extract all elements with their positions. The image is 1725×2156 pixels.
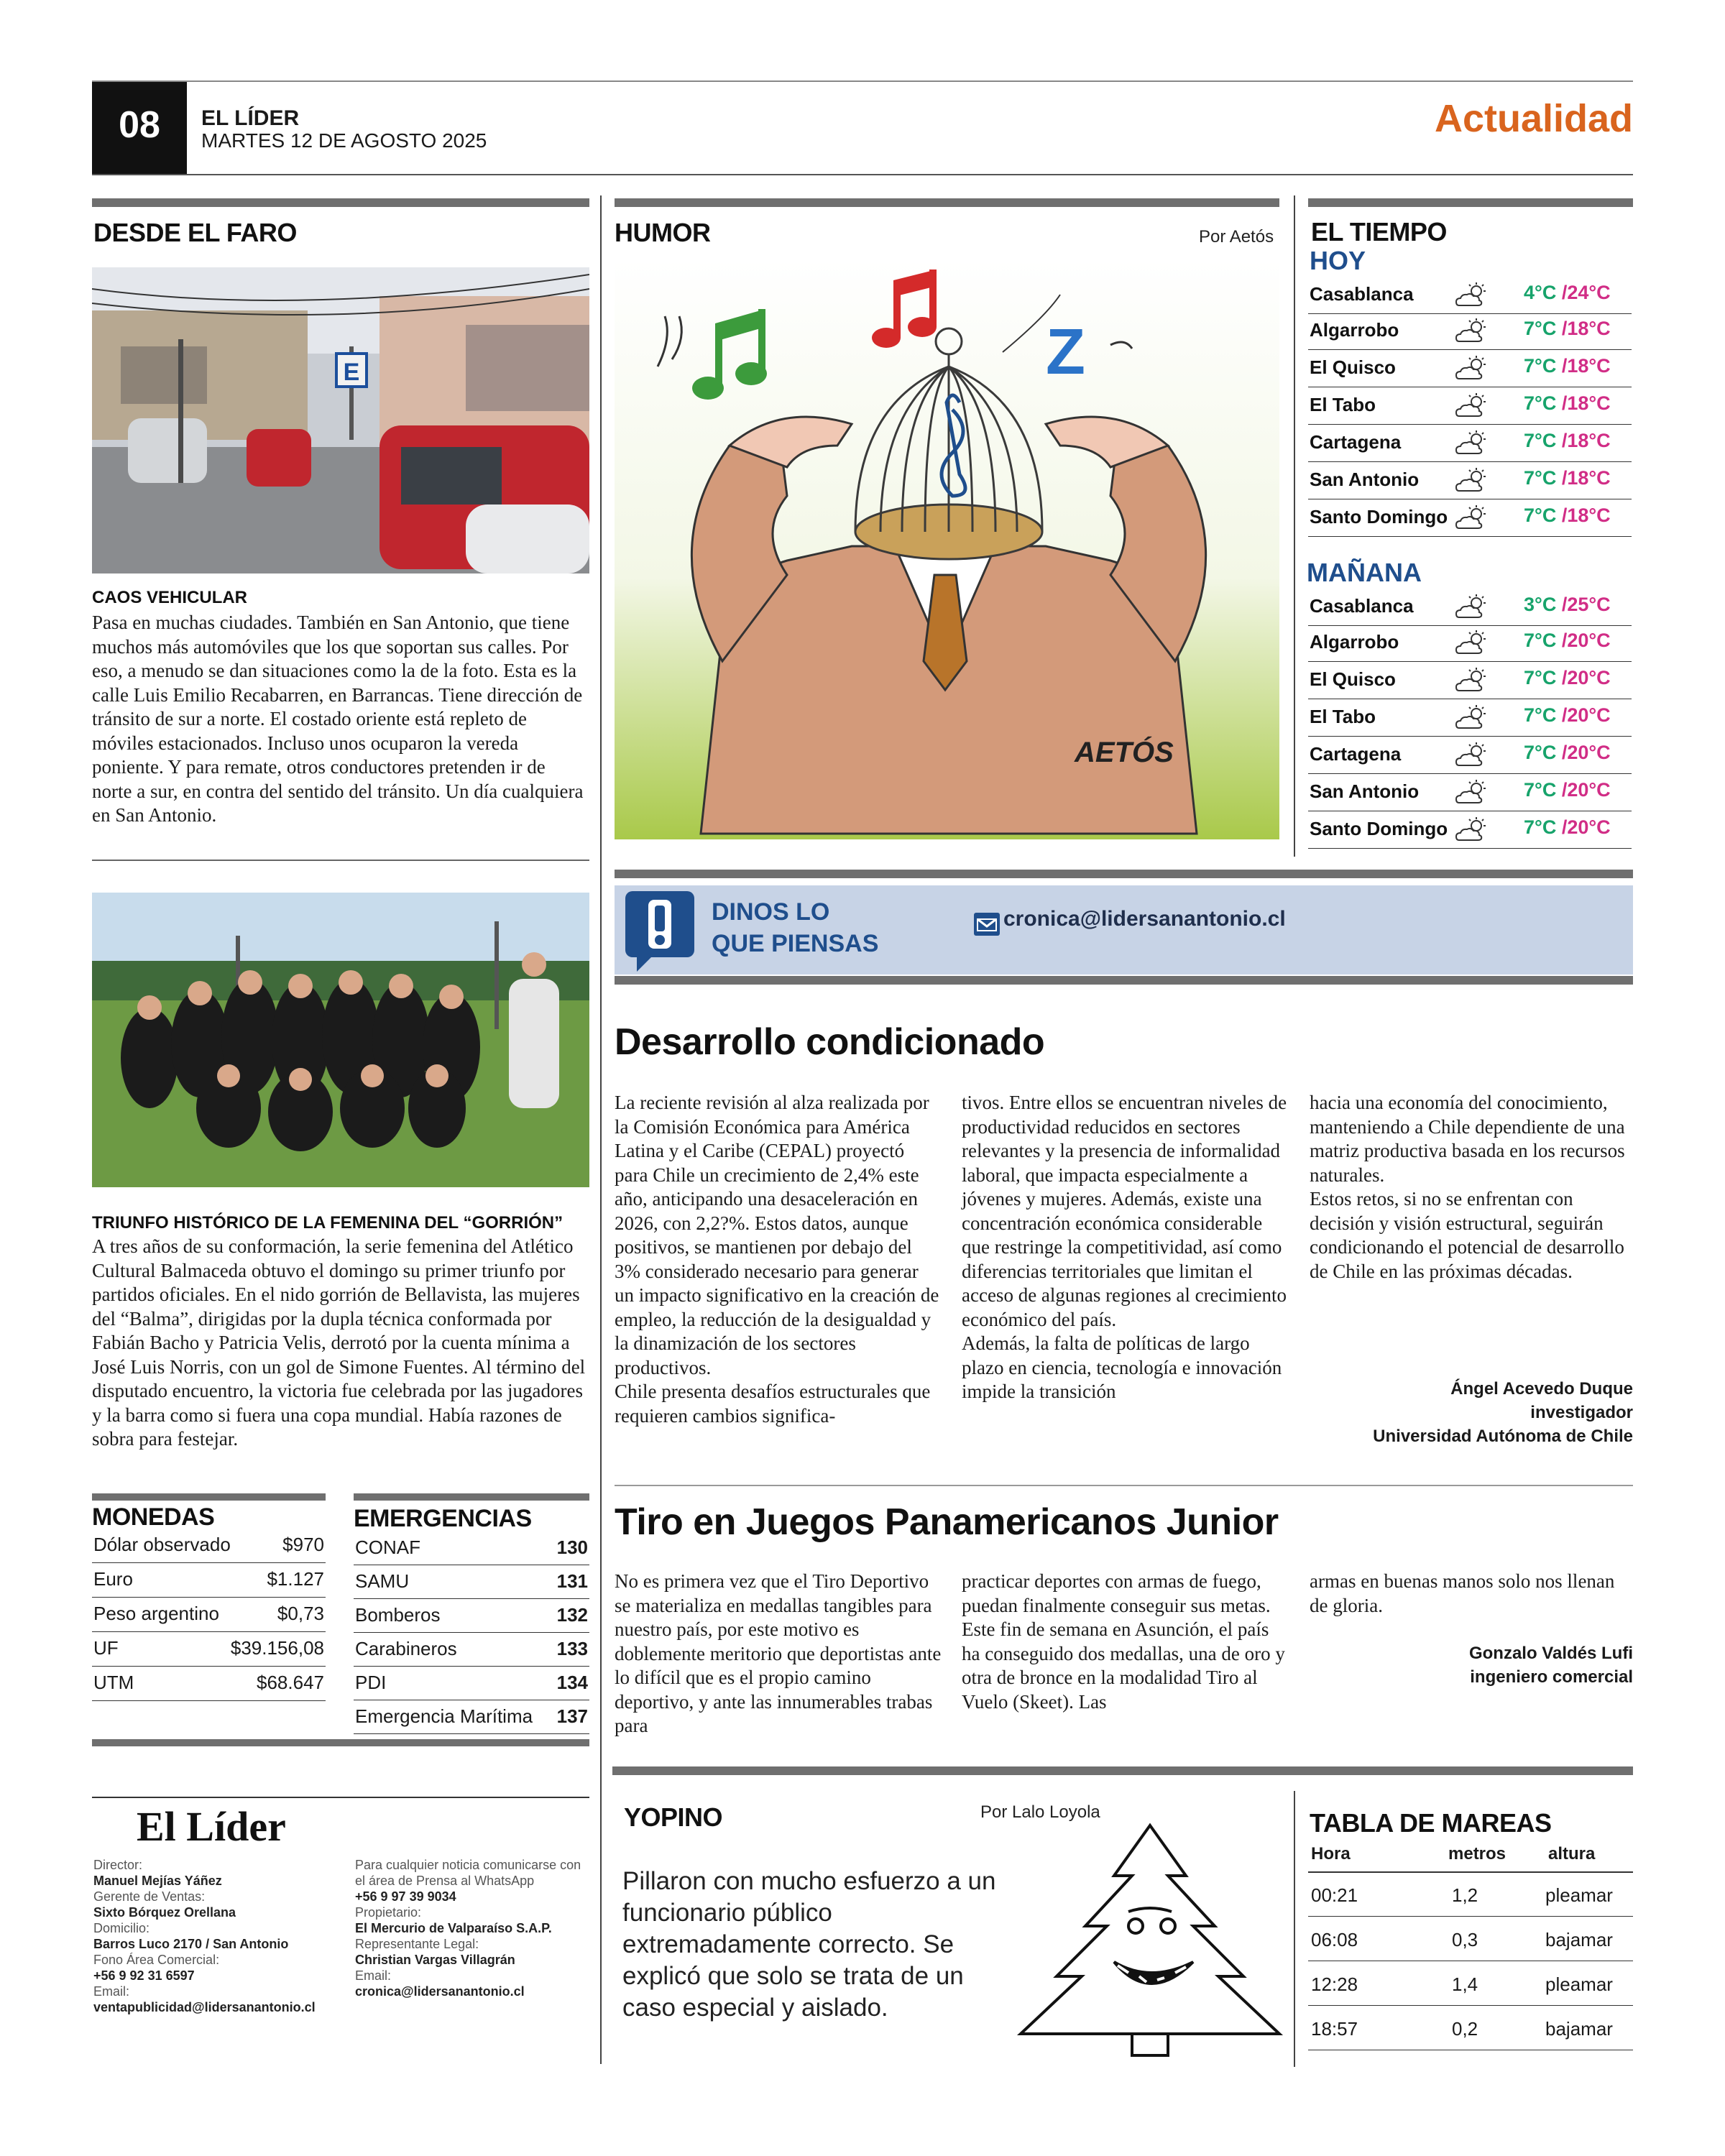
weather-min-temp: 7°C — [1524, 630, 1557, 651]
weather-temp — [1524, 467, 1611, 489]
weather-max-temp: 25°C — [1567, 594, 1611, 615]
weather-max-temp: 18°C — [1567, 392, 1611, 414]
dinos-email[interactable]: cronica@lidersanantonio.cl — [1003, 907, 1286, 931]
dinos-line1: DINOS LO — [712, 898, 830, 926]
masthead-whatsapp-phone: +56 9 97 39 9034 — [355, 1889, 456, 1904]
marea-altura: pleamar — [1545, 1884, 1613, 1906]
section-title-monedas: MONEDAS — [92, 1503, 215, 1531]
weather-temp — [1524, 816, 1611, 839]
moneda-label: Peso argentino — [93, 1603, 219, 1624]
story2-body: A tres años de su conformación, la serie femenina del Atlético Cultural Balmaceda obtuvo el domingo su primer triunfo por partidos oficiales. En el nido gorrión de Bellavista, las mujeres del “Balma”, dirigidas por la dupla técnica conformada por Fabián Bacho y Patricia Velis, derrotó por la cuenta mínima a José Luis Norris, con un gol de Simone Fuentes. Al término del disputado encuentro, la victoria fue celebrada por las jugadores y la barra como si fuera una copa mundial. Había razones de sobra para festejar. — [92, 1235, 586, 1450]
weather-city: Cartagena — [1310, 743, 1402, 765]
weather-temp-separator: / — [1556, 594, 1568, 615]
weather-min-temp: 7°C — [1524, 742, 1557, 763]
weather-max-temp: 20°C — [1567, 779, 1611, 801]
weather-today-row — [1308, 277, 1632, 314]
column-divider — [600, 195, 602, 2064]
article1-author — [1373, 1377, 1633, 1448]
page-number-box — [92, 82, 187, 174]
weather-temp — [1524, 667, 1611, 689]
paper-name: EL LÍDER — [201, 106, 300, 130]
section-title-mareas: TABLA DE MAREAS — [1310, 1808, 1552, 1838]
yopino-text: Pillaron con mucho esfuerzo a un funcionario público extremadamente correcto. Se explicó que solo se trata de un caso especial y aislado. — [622, 1867, 996, 2022]
moneda-label: UF — [93, 1637, 119, 1659]
section-title-yopino: YOPINO — [624, 1802, 723, 1832]
marea-metros: 0,3 — [1452, 1929, 1478, 1950]
weather-today-row — [1308, 388, 1632, 425]
weather-tomorrow-row — [1308, 737, 1632, 774]
masthead-label: Director: — [93, 1858, 143, 1872]
dinos-badge — [622, 888, 697, 973]
cartoon-signature: AETÓS — [1075, 737, 1174, 768]
mareas-header-altura: altura — [1548, 1844, 1596, 1864]
partly-cloudy-icon — [1452, 704, 1492, 732]
marea-row — [1308, 1962, 1633, 2006]
mareas-header-hora: Hora — [1311, 1844, 1351, 1864]
moneda-row — [92, 1564, 326, 1598]
masthead-value: Manuel Mejías Yáñez — [93, 1874, 222, 1888]
masthead-label: Fono Área Comercial: — [93, 1953, 220, 1967]
weather-temp-separator: / — [1556, 667, 1568, 688]
humor-cartoon — [615, 259, 1279, 839]
weather-temp-separator: / — [1556, 779, 1568, 801]
weather-min-temp: 7°C — [1524, 704, 1557, 726]
weather-city: Casablanca — [1310, 595, 1414, 617]
emergencia-row — [354, 1566, 589, 1599]
weather-max-temp: 20°C — [1567, 630, 1611, 651]
weather-temp — [1524, 505, 1611, 527]
marea-metros: 1,2 — [1452, 1884, 1478, 1906]
emergencia-value: 133 — [556, 1638, 588, 1659]
article2-author — [1469, 1641, 1633, 1689]
yopino-byline: Por Lalo Loyola — [980, 1802, 1100, 1822]
moneda-value: $39.156,08 — [230, 1637, 324, 1659]
weather-today-row — [1308, 463, 1632, 499]
column-divider — [1294, 1791, 1295, 2067]
weather-temp — [1524, 779, 1611, 801]
weather-city: El Quisco — [1310, 668, 1396, 690]
weather-temp-separator: / — [1556, 704, 1568, 726]
marea-row — [1308, 2007, 1633, 2050]
emergencia-label: Carabineros — [355, 1638, 457, 1659]
moneda-label: Dólar observado — [93, 1534, 231, 1555]
section-name: Actualidad — [1434, 97, 1633, 140]
section-title-humor: HUMOR — [615, 218, 711, 247]
weather-tomorrow-row — [1308, 700, 1632, 737]
emergencia-label: Bomberos — [355, 1604, 441, 1626]
weather-today-label: HOY — [1310, 246, 1366, 275]
masthead-label: Email: — [355, 1968, 392, 1983]
masthead-value: +56 9 92 31 6597 — [93, 1968, 195, 1983]
weather-city: Santo Domingo — [1310, 818, 1448, 839]
article1-title: Desarrollo condicionado — [615, 1021, 1045, 1063]
weather-max-temp: 20°C — [1567, 742, 1611, 763]
partly-cloudy-icon — [1452, 816, 1492, 844]
marea-altura: bajamar — [1545, 1929, 1613, 1950]
moneda-value: $0,73 — [277, 1603, 324, 1624]
weather-min-temp: 7°C — [1524, 430, 1557, 451]
partly-cloudy-icon — [1452, 504, 1492, 533]
moneda-value: $970 — [282, 1534, 324, 1555]
emergencia-row — [354, 1600, 589, 1633]
emergencia-value: 130 — [556, 1537, 588, 1558]
marea-row — [1308, 1873, 1633, 1917]
column-divider — [1294, 195, 1295, 857]
marea-hora: 06:08 — [1311, 1929, 1358, 1950]
masthead-logo: El Líder — [137, 1803, 286, 1850]
emergencia-label: Emergencia Marítima — [355, 1705, 533, 1727]
street-traffic-photo — [92, 267, 589, 573]
emergencia-value: 131 — [556, 1570, 588, 1592]
masthead-value: Barros Luco 2170 / San Antonio — [93, 1937, 289, 1951]
section-title-emergencias: EMERGENCIAS — [354, 1505, 532, 1532]
womens-team-photo — [92, 893, 589, 1187]
weather-max-temp: 20°C — [1567, 704, 1611, 726]
article1-author-name: Ángel Acevedo Duque — [1450, 1379, 1633, 1399]
partly-cloudy-icon — [1452, 778, 1492, 807]
article1-col2: tivos. Entre ellos se encuentran niveles de productividad reducidos en sectores relevantes y la presencia de informalidad laboral, que impacta especialmente a jóvenes y mujeres. Además, existe una concentración económica considerable que restringe la competitividad, así como diferencias territoriales que limitan el acceso de algunas regiones al crecimiento económico del país. Además, la falta de políticas de largo plazo en ciencia, tecnología e innovación impide la transición — [962, 1092, 1287, 1402]
weather-max-temp: 20°C — [1567, 667, 1611, 688]
marea-altura: bajamar — [1545, 2018, 1613, 2040]
weather-min-temp: 7°C — [1524, 392, 1557, 414]
christmas-tree-cartoon — [1006, 1818, 1294, 2063]
weather-max-temp: 18°C — [1567, 505, 1611, 526]
masthead-value: Sixto Bórquez Orellana — [93, 1905, 236, 1920]
moneda-row — [92, 1667, 326, 1701]
story2-headline: TRIUNFO HISTÓRICO DE LA FEMENINA DEL “GORRIÓN” — [92, 1213, 564, 1233]
weather-tomorrow-row — [1308, 812, 1632, 849]
article1-author-role: investigador — [1530, 1403, 1633, 1422]
weather-today-row — [1308, 425, 1632, 462]
weather-city: Santo Domingo — [1310, 506, 1448, 528]
moneda-label: Euro — [93, 1568, 133, 1590]
mail-icon — [974, 913, 1000, 936]
emergencia-value: 137 — [556, 1705, 588, 1727]
weather-temp-separator: / — [1556, 430, 1568, 451]
weather-max-temp: 18°C — [1567, 355, 1611, 377]
weather-max-temp: 18°C — [1567, 430, 1611, 451]
weather-min-temp: 7°C — [1524, 779, 1557, 801]
story1-body: Pasa en muchas ciudades. También en San Antonio, que tiene muchos más automóviles que los que soportan sus calles. Por eso, a menudo se dan situaciones como la de la foto. Esta es la calle Luis Emilio Recabarren, en Barrancas. Tiene dirección de tránsito de sur a norte. El costado oriente está repleto de móviles estacionados. Incluso unos ocuparon la vereda poniente. Y para remate, otros conductores pretenden ir de norte a sur, en contra del sentido del tránsito. Un día cualquiera en San Antonio. — [92, 612, 584, 826]
weather-temp — [1524, 430, 1611, 452]
weather-temp-separator: / — [1556, 505, 1568, 526]
moneda-value: $68.647 — [257, 1672, 324, 1693]
weather-today-row — [1308, 313, 1632, 350]
weather-temp — [1524, 630, 1611, 652]
partly-cloudy-icon — [1452, 666, 1492, 695]
weather-temp — [1524, 392, 1611, 415]
marea-metros: 1,4 — [1452, 1973, 1478, 1995]
weather-city: El Quisco — [1310, 356, 1396, 378]
weather-temp-separator: / — [1556, 467, 1568, 489]
weather-tomorrow-row — [1308, 589, 1632, 626]
partly-cloudy-icon — [1452, 429, 1492, 458]
weather-temp-separator: / — [1556, 816, 1568, 838]
marea-hora: 18:57 — [1311, 2018, 1358, 2040]
weather-tomorrow-row — [1308, 775, 1632, 811]
weather-temp — [1524, 742, 1611, 764]
weather-city: Algarrobo — [1310, 631, 1399, 653]
weather-min-temp: 7°C — [1524, 318, 1557, 339]
emergencia-value: 132 — [556, 1604, 588, 1626]
header-date: MARTES 12 DE AGOSTO 2025 — [201, 129, 487, 152]
weather-min-temp: 7°C — [1524, 467, 1557, 489]
masthead-label: Email: — [93, 1984, 130, 1999]
masthead-value: Christian Vargas Villagrán — [355, 1953, 515, 1967]
weather-city: El Tabo — [1310, 706, 1376, 727]
weather-tomorrow-row — [1308, 663, 1632, 699]
moneda-row — [92, 1598, 326, 1632]
masthead-left — [93, 1857, 338, 2015]
weather-city: Algarrobo — [1310, 319, 1399, 341]
article2-col2: practicar deportes con armas de fuego, puedan finalmente conseguir sus metas. Este fin de semana en Asunción, el país ha conseguido dos medallas, una de oro y otra de bronce en la modalidad Tiro al Vuelo (Skeet). Las — [962, 1570, 1285, 1713]
weather-min-temp: 7°C — [1524, 355, 1557, 377]
exclamation-bubble-icon — [622, 888, 697, 973]
emergencia-row — [354, 1532, 589, 1565]
emergencia-label: CONAF — [355, 1537, 420, 1558]
weather-temp-separator: / — [1556, 742, 1568, 763]
weather-min-temp: 7°C — [1524, 667, 1557, 688]
weather-max-temp: 20°C — [1567, 816, 1611, 838]
article2-title: Tiro en Juegos Panamericanos Junior — [615, 1501, 1279, 1543]
partly-cloudy-icon — [1452, 741, 1492, 770]
weather-max-temp: 24°C — [1567, 282, 1611, 303]
masthead-right — [355, 1857, 592, 1999]
emergencia-label: PDI — [355, 1672, 387, 1693]
article1-col3: hacia una economía del conocimiento, manteniendo a Chile dependiente de una matriz productiva basada en los recursos naturales. Estos retos, si no se enfrentan con decisión y visión estructural, seguirán condicionando el potencial de desarrollo de Chile en las próximas décadas. — [1310, 1092, 1625, 1282]
weather-min-temp: 3°C — [1524, 594, 1557, 615]
story1-headline: CAOS VEHICULAR — [92, 588, 248, 607]
section-title-desde-el-faro: DESDE EL FARO — [93, 218, 297, 247]
section-title-weather: EL TIEMPO — [1311, 217, 1447, 247]
partly-cloudy-icon — [1452, 392, 1492, 420]
emergencia-value: 134 — [556, 1672, 588, 1693]
moneda-row — [92, 1633, 326, 1667]
masthead-label: Propietario: — [355, 1905, 422, 1920]
emergencia-row — [354, 1634, 589, 1667]
masthead-value: ventapublicidad@lidersanantonio.cl — [93, 2000, 316, 2014]
partly-cloudy-icon — [1452, 466, 1492, 495]
weather-city: Casablanca — [1310, 283, 1414, 305]
article2-author-name: Gonzalo Valdés Lufi — [1468, 1644, 1633, 1663]
humor-byline: Por Aetós — [1199, 227, 1274, 247]
masthead-label: Domicilio: — [93, 1921, 150, 1935]
masthead-value: El Mercurio de Valparaíso S.A.P. — [355, 1921, 552, 1935]
weather-city: El Tabo — [1310, 394, 1376, 415]
weather-tomorrow-label: MAÑANA — [1307, 558, 1422, 587]
weather-today-row — [1308, 351, 1632, 387]
article2-col3: armas en buenas manos solo nos llenan de gloria. — [1310, 1570, 1615, 1616]
weather-min-temp: 4°C — [1524, 282, 1557, 303]
weather-min-temp: 7°C — [1524, 505, 1557, 526]
svg-text:Z: Z — [1046, 316, 1085, 388]
partly-cloudy-icon — [1452, 317, 1492, 346]
weather-city: San Antonio — [1310, 469, 1420, 490]
weather-temp — [1524, 355, 1611, 377]
article2-col1: No es primera vez que el Tiro Deportivo se materializa en medallas tangibles para nuestro país, por este motivo es doblemente meritorio que deportistas ante lo difícil que es el propio camino deportivo, y ante las innumerables trabas para — [615, 1570, 942, 1736]
svg-text:E: E — [343, 359, 360, 386]
weather-temp-separator: / — [1556, 355, 1568, 377]
moneda-value: $1.127 — [267, 1568, 324, 1590]
partly-cloudy-icon — [1452, 629, 1492, 658]
marea-row — [1308, 1917, 1633, 1961]
weather-city: San Antonio — [1310, 780, 1420, 802]
weather-tomorrow-row — [1308, 625, 1632, 662]
emergencia-row — [354, 1667, 589, 1700]
weather-temp — [1524, 318, 1611, 340]
weather-today-row — [1308, 500, 1632, 537]
weather-city: Cartagena — [1310, 431, 1402, 453]
page-number: 08 — [119, 104, 160, 146]
partly-cloudy-icon — [1452, 593, 1492, 622]
weather-temp-separator: / — [1556, 392, 1568, 414]
moneda-label: UTM — [93, 1672, 134, 1693]
marea-hora: 00:21 — [1311, 1884, 1358, 1906]
dinos-line2: QUE PIENSAS — [712, 930, 879, 957]
partly-cloudy-icon — [1452, 354, 1492, 383]
masthead-value: cronica@lidersanantonio.cl — [355, 1984, 525, 1999]
moneda-row — [92, 1529, 326, 1563]
marea-metros: 0,2 — [1452, 2018, 1478, 2040]
masthead-whatsapp-intro: Para cualquier noticia comunicarse con el área de Prensa al WhatsApp — [355, 1858, 581, 1888]
masthead-label: Gerente de Ventas: — [93, 1889, 206, 1904]
article1-col1: La reciente revisión al alza realizada por la Comisión Económica para América Latina y el Caribe (CEPAL) proyectó para Chile un crecimiento de 2,4% este año, anticipando una desaceleración en 2026, con 2,2?%. Estos datos, aunque positivos, se mantienen por debajo del 3% considerado necesario para generar un impacto significativo en la creación de empleo, la reducción de la desigualdad y la dinamización de los sectores productivos. Chile presenta desafíos estructurales que requieren cambios significa- — [615, 1092, 939, 1427]
weather-max-temp: 18°C — [1567, 318, 1611, 339]
article2-author-role: ingeniero comercial — [1470, 1667, 1633, 1687]
weather-temp-separator: / — [1556, 282, 1568, 303]
mareas-header-metros: metros — [1448, 1844, 1506, 1864]
weather-temp — [1524, 594, 1611, 616]
article1-author-org: Universidad Autónoma de Chile — [1373, 1427, 1633, 1446]
weather-max-temp: 18°C — [1567, 467, 1611, 489]
weather-min-temp: 7°C — [1524, 816, 1557, 838]
emergencia-label: SAMU — [355, 1570, 410, 1592]
masthead-label: Representante Legal: — [355, 1937, 479, 1951]
weather-temp — [1524, 704, 1611, 727]
weather-temp-separator: / — [1556, 630, 1568, 651]
weather-temp-separator: / — [1556, 318, 1568, 339]
weather-temp — [1524, 282, 1611, 304]
emergencia-row — [354, 1701, 589, 1734]
marea-hora: 12:28 — [1311, 1973, 1358, 1995]
marea-altura: pleamar — [1545, 1973, 1613, 1995]
partly-cloudy-icon — [1452, 281, 1492, 310]
